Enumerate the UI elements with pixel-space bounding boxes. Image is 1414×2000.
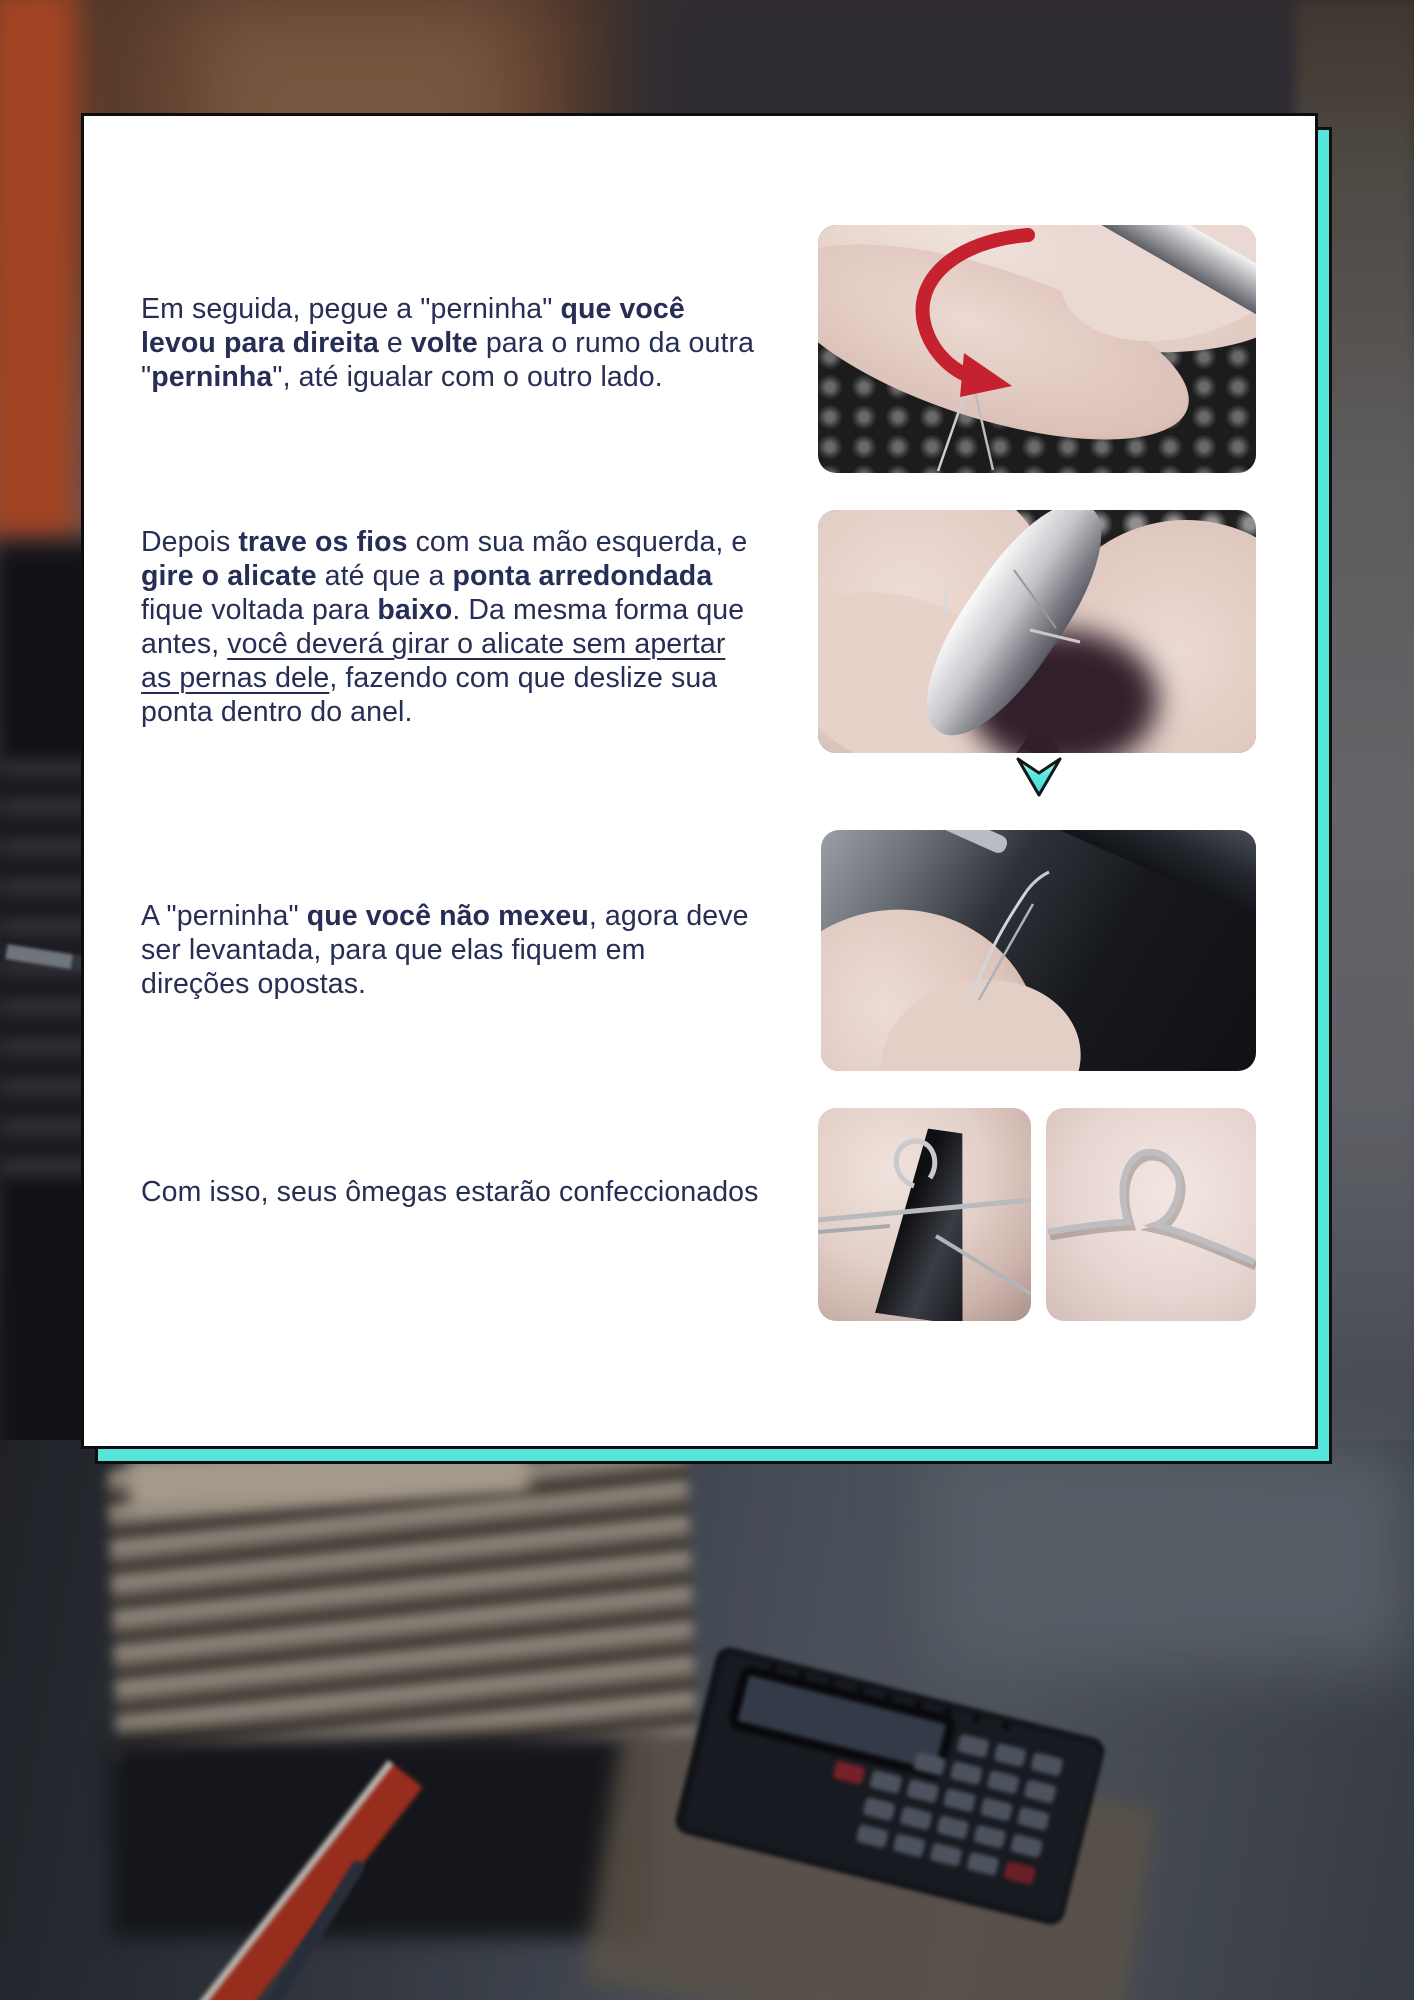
step-photo-2 — [818, 510, 1256, 753]
omega-wire-graphic — [1046, 1108, 1256, 1321]
wire-overlay — [818, 510, 1256, 753]
result-photo-omega — [1046, 1108, 1256, 1321]
step-photo-1 — [818, 225, 1256, 473]
red-curved-arrow — [923, 235, 1028, 376]
wire-overlay — [818, 1108, 1031, 1321]
step-photo-3 — [821, 830, 1256, 1071]
instruction-paragraph-3: A "perninha" que você não mexeu, agora deve ser levantada, para que elas fiquem em direções opostas. — [141, 900, 749, 1000]
red-arrow-head — [960, 353, 1012, 397]
step-photo-4 — [818, 1108, 1031, 1321]
wire-overlay — [821, 830, 1256, 1071]
instruction-paragraph-4: Com isso, seus ômegas estarão confeccionados — [141, 1176, 759, 1208]
instruction-paragraph-2: Depois trave os fios com sua mão esquerda, e gire o alicate até que a ponta arredondada fique voltada para baixo. Da mesma forma que antes, você deverá girar o alicate sem apertar as pernas dele, fazendo com que deslize sua ponta dentro do anel. — [141, 526, 748, 728]
double-chevron-down-icon — [1015, 756, 1063, 798]
worksheet-card — [81, 113, 1318, 1449]
instruction-paragraph-1: Em seguida, pegue a "perninha" que você levou para direita e volte para o rumo da outra "perninha", até igualar com o outro lado. — [141, 293, 755, 393]
wire-and-arrow-overlay — [818, 225, 1256, 473]
